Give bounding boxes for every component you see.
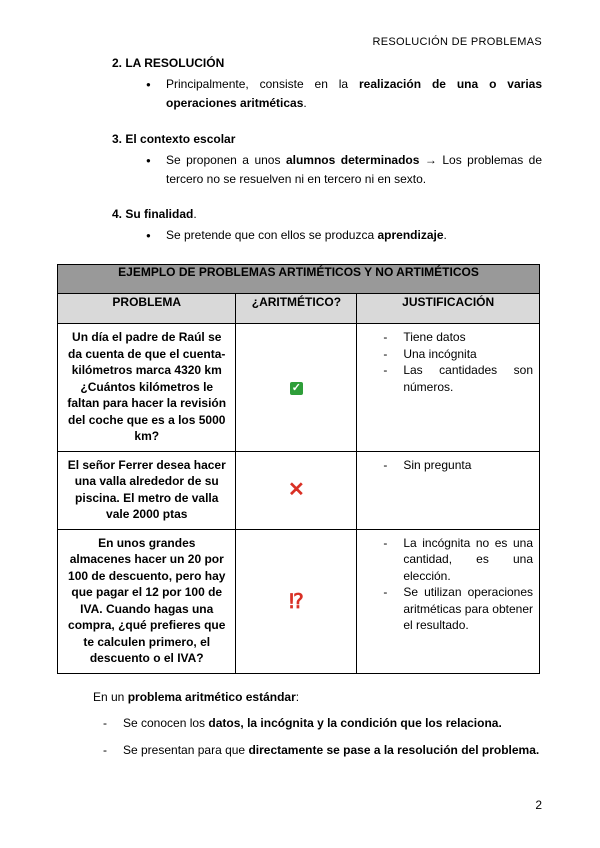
section-finalidad: [112, 207, 542, 245]
justification-item: - Tiene datos: [363, 329, 533, 346]
outro-paragraph: En un problema aritmético estándar:: [93, 690, 300, 704]
problem-text: En unos grandes almacenes hacer un 20 por 100 de descuento, pero hay que pagar el 12 por 100 de IVA. Cuando hagas una compra, ¿qué prefieres que te calculen primero, el descuento o el IVA?: [58, 529, 236, 673]
table-caption: EJEMPLO DE PROBLEMAS ARTIMÉTICOS Y NO ARTIMÉTICOS: [58, 265, 540, 294]
bullet-item: ● Principalmente, consiste en la realización de una o varias operaciones aritméticas.: [112, 75, 542, 113]
problem-text: Un día el padre de Raúl se da cuenta de que el cuenta-kilómetros marca 4320 km ¿Cuántos kilómetros le faltan para hacer la revisión del coche que es a los 5000 km?: [58, 324, 236, 452]
justification-item: - Se utilizan operaciones aritméticas para obtener el resultado.: [363, 584, 533, 634]
justification-item: - Las cantidades son números.: [363, 362, 533, 395]
justification-item: - Una incógnita: [363, 346, 533, 363]
problem-text: El señor Ferrer desea hacer una valla alrededor de su piscina. El metro de valla vale 2000 ptas: [58, 451, 236, 529]
check-mark-icon: ✓: [291, 381, 302, 394]
column-header-justificacion: JUSTIFICACIÓN: [357, 294, 540, 324]
examples-table: [57, 264, 540, 674]
page-header: RESOLUCIÓN DE PROBLEMAS: [372, 36, 542, 48]
table-row: [58, 529, 540, 673]
section-title: 4. Su finalidad.: [112, 207, 197, 221]
bullet-item: ● Se pretende que con ellos se produzca aprendizaje.: [112, 226, 542, 245]
outro-list: [93, 714, 543, 760]
bullet-item: ● Se proponen a unos alumnos determinados → Los problemas de tercero no se resuelven ni en tercero ni en sexto.: [112, 151, 542, 189]
section-title: 3. El contexto escolar: [112, 132, 236, 146]
column-header-problema: PROBLEMA: [58, 294, 236, 324]
justification-item: - La incógnita no es una cantidad, es una elección.: [363, 535, 533, 585]
table-row: [58, 451, 540, 529]
exclamation-question-icon: ⁉: [289, 590, 304, 613]
section-resolucion: [112, 56, 542, 113]
list-item: - Se conocen los datos, la incógnita y la condición que los relaciona.: [93, 714, 543, 733]
column-header-aritmetico: ¿ARITMÉTICO?: [236, 294, 357, 324]
section-contexto-escolar: [112, 132, 542, 189]
justification-item: - Sin pregunta: [363, 457, 533, 474]
cross-mark-icon: ✕: [288, 479, 305, 501]
page-number: 2: [535, 798, 542, 812]
list-item: - Se presentan para que directamente se pase a la resolución del problema.: [93, 741, 543, 760]
table-row: [58, 324, 540, 452]
section-title: 2. LA RESOLUCIÓN: [112, 56, 225, 70]
